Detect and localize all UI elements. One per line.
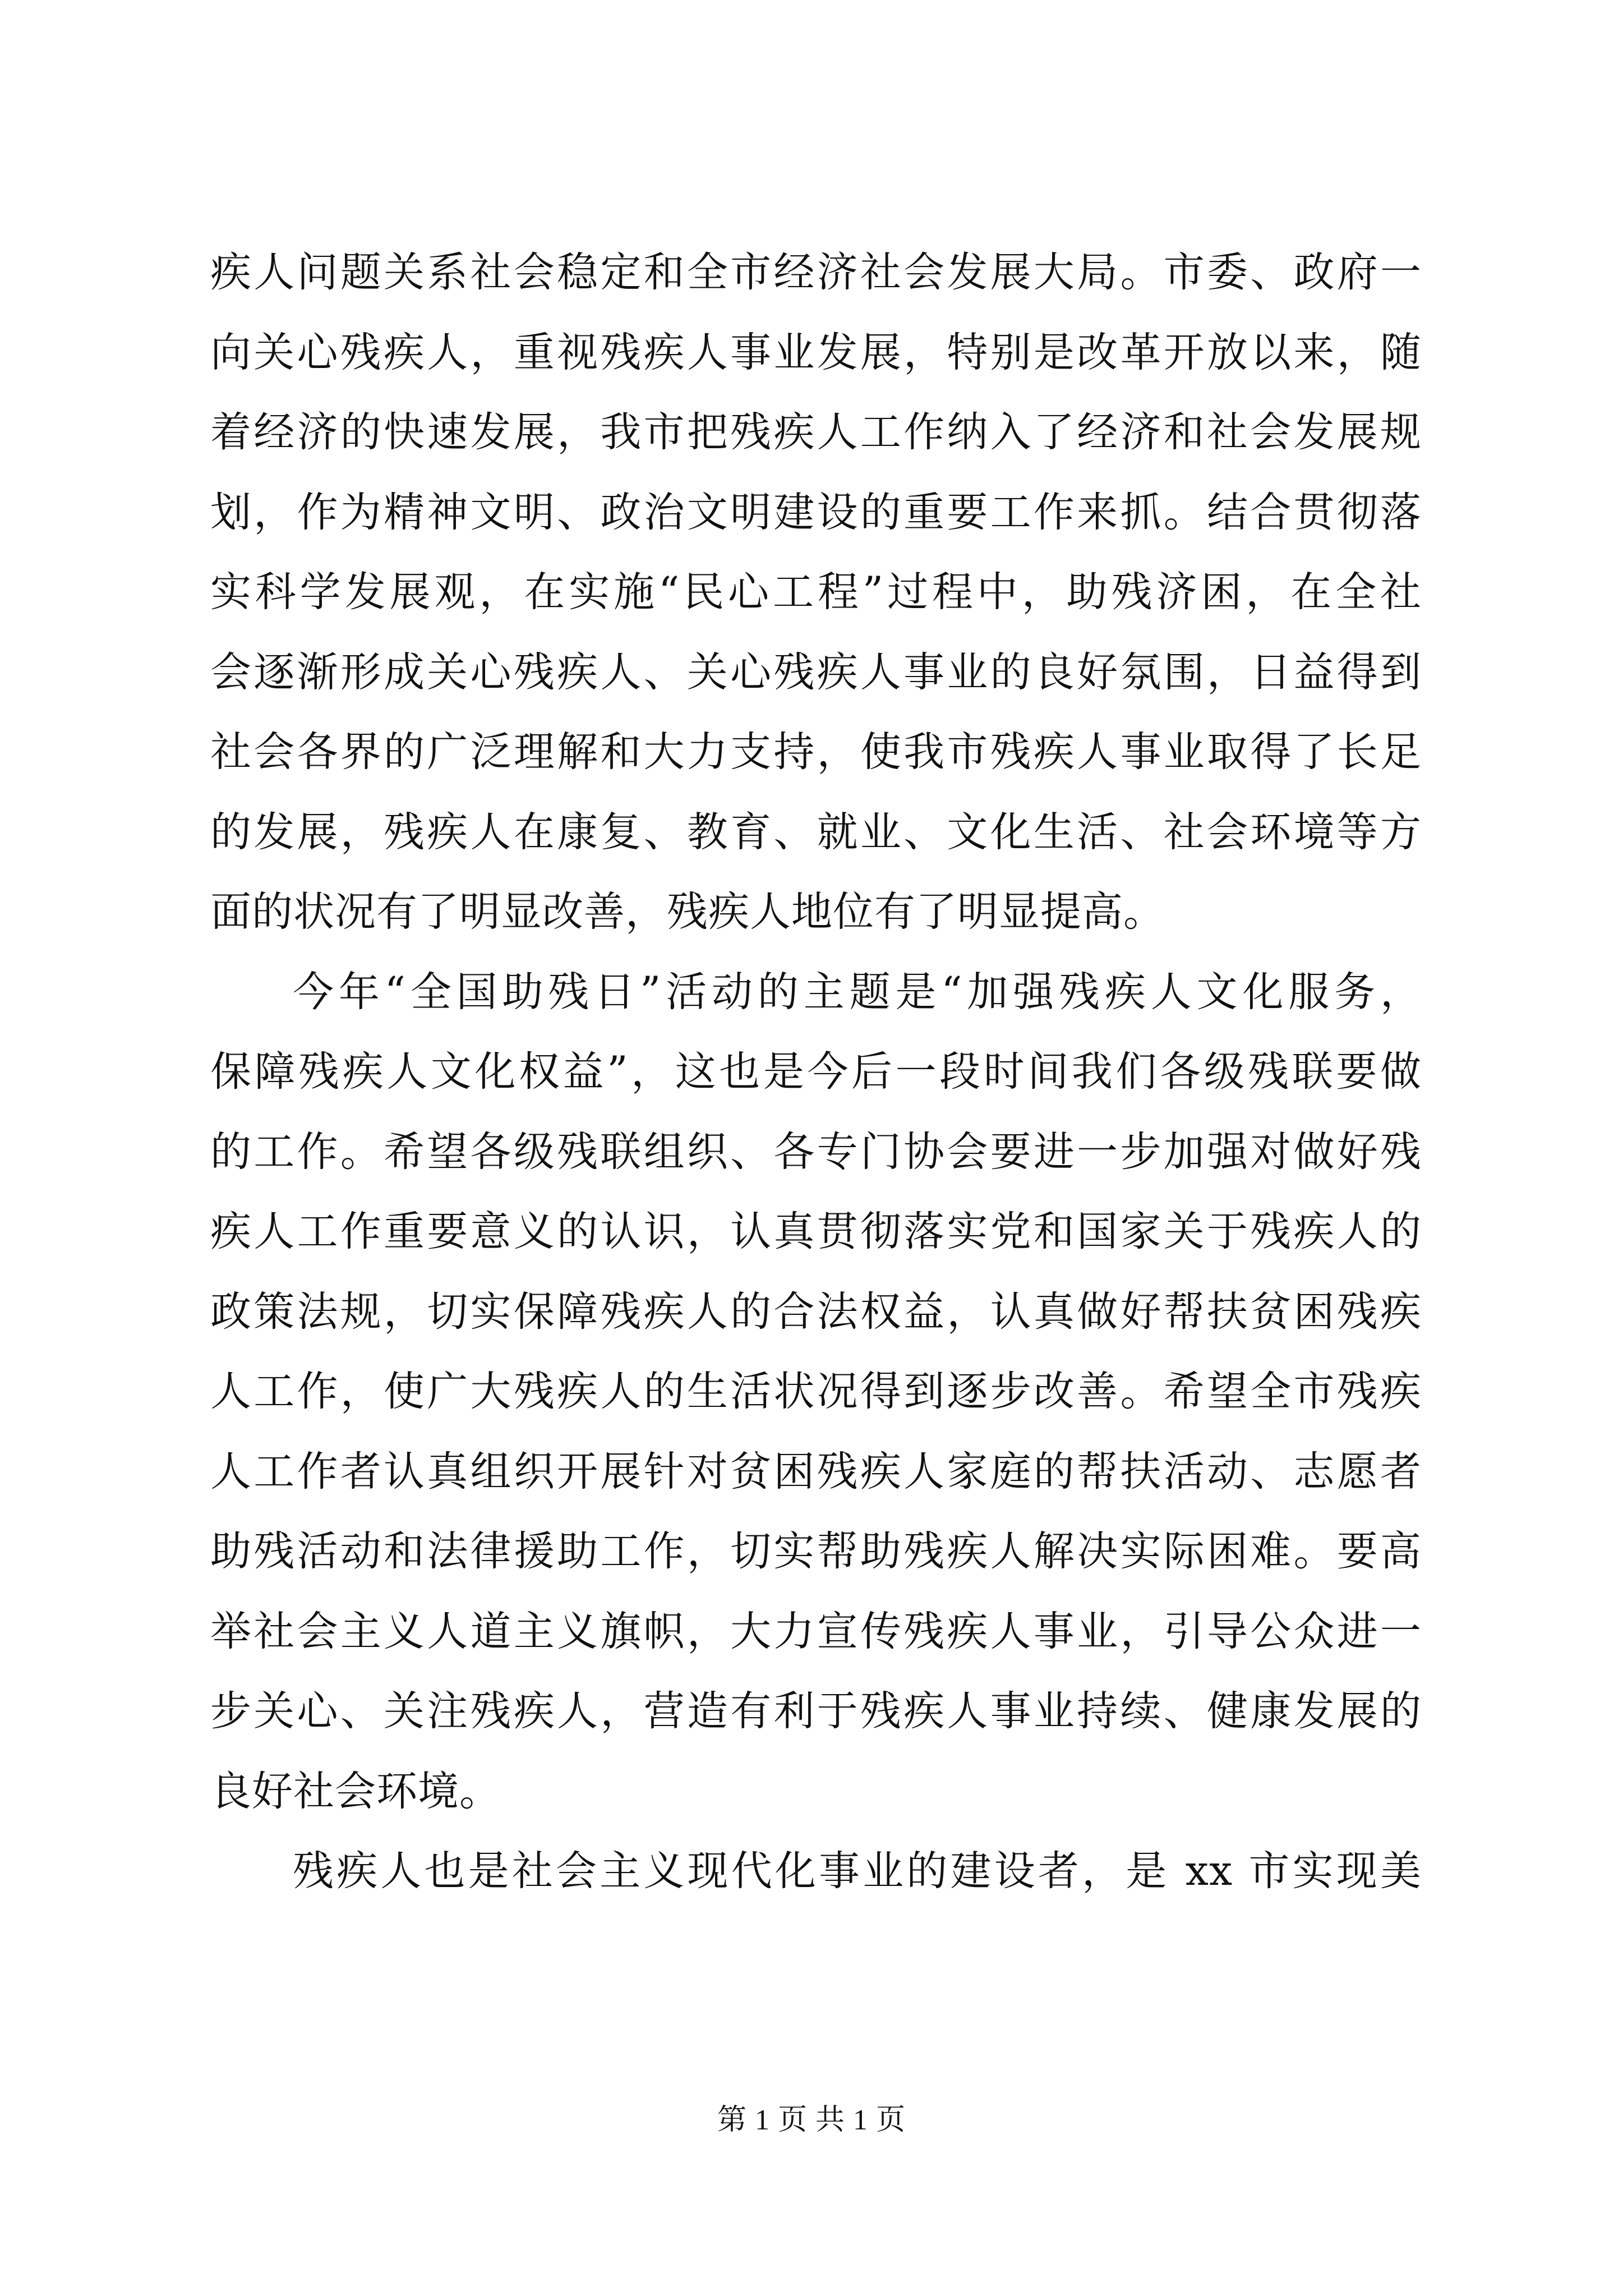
- text-line: 会逐渐形成关心残疾人、关心残疾人事业的良好氛围，日益得到: [210, 648, 1422, 696]
- text-line: 政策法规，切实保障残疾人的合法权益，认真做好帮扶贫困残疾: [210, 1287, 1422, 1336]
- text-line: 人工作，使广大残疾人的生活状况得到逐步改善。希望全市残疾: [210, 1368, 1422, 1415]
- text-line: 良好社会环境。: [210, 1767, 501, 1815]
- text-line: 划，作为精神文明、政治文明建设的重要工作来抓。结合贯彻落: [210, 488, 1422, 536]
- text-line: 举社会主义人道主义旗帜，大力宣传残疾人事业，引导公众进一: [210, 1607, 1422, 1655]
- text-line: 的发展，残疾人在康复、教育、就业、文化生活、社会环境等方: [210, 808, 1422, 856]
- text-line: 人工作者认真组织开展针对贫困残疾人家庭的帮扶活动、志愿者: [210, 1447, 1422, 1496]
- text-line: 疾人工作重要意义的认识，认真贯彻落实党和国家关于残疾人的: [210, 1208, 1422, 1255]
- text-line: 面的状况有了明显改善，残疾人地位有了明显提高。: [210, 888, 1165, 936]
- text-line: 疾人问题关系社会稳定和全市经济社会发展大局。市委、政府一: [210, 249, 1422, 296]
- text-line: 今年“全国助残日”活动的主题是“加强残疾人文化服务，: [293, 968, 1422, 1016]
- text-line: 步关心、关注残疾人，营造有利于残疾人事业持续、健康发展的: [210, 1687, 1422, 1735]
- text-line: 助残活动和法律援助工作，切实帮助残疾人解决实际困难。要高: [210, 1527, 1422, 1575]
- text-line: 实科学发展观，在实施“民心工程”过程中，助残济困，在全社: [210, 568, 1422, 616]
- page-footer: 第 1 页 共 1 页: [717, 2104, 906, 2136]
- text-line: 社会各界的广泛理解和大力支持，使我市残疾人事业取得了长足: [210, 728, 1422, 776]
- body-text: [210, 233, 1422, 1912]
- text-line: 保障残疾人文化权益”，这也是今后一段时间我们各级残联要做: [210, 1048, 1422, 1096]
- text-line: 的工作。希望各级残联组织、各专门协会要进一步加强对做好残: [210, 1128, 1422, 1176]
- text-line: 残疾人也是社会主义现代化事业的建设者，是 xx 市实现美: [293, 1847, 1422, 1895]
- text-line: 着经济的快速发展，我市把残疾人工作纳入了经济和社会发展规: [210, 408, 1422, 456]
- text-line: 向关心残疾人，重视残疾人事业发展，特别是改革开放以来，随: [210, 328, 1422, 376]
